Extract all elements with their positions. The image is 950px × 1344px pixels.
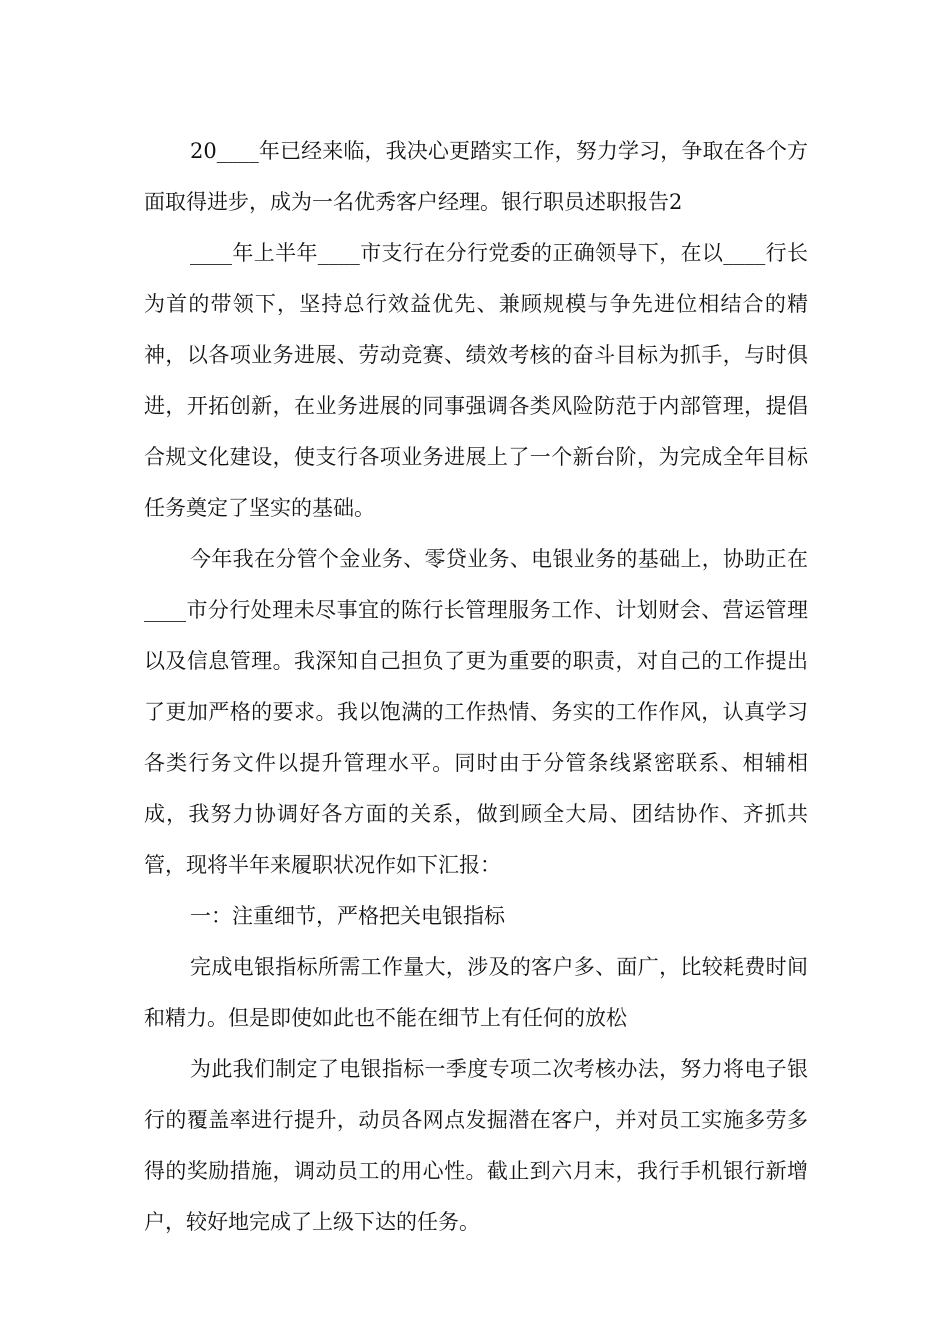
section-heading-1: 一：注重细节，严格把关电银指标 bbox=[190, 904, 505, 928]
paragraph-half-year-summary: ____年上半年____市支行在分行党委的正确领导下，在以____行长为首的带领下，坚持总行效益优先、兼顾规模与争先进位相结合的精神，以各项业务进展、劳动竞赛、绩效考核的奋斗目标为抓手，与时俱进，开拓创新，在业务进展的同事强调各类风险防范于内部管理，提倡合规文化建设，使支行各项业务进展上了一个新台阶，为完成全年目标任务奠定了坚实的基础。 bbox=[144, 241, 808, 520]
paragraph-intro: 20____年已经来临，我决心更踏实工作，努力学习，争取在各个方面取得进步，成为一名优秀客户经理。银行职员述职报告2 bbox=[144, 139, 808, 214]
paragraph-e-banking-workload: 完成电银指标所需工作量大，涉及的客户多、面广，比较耗费时间和精力。但是即使如此也不能在细节上有任何的放松 bbox=[144, 955, 808, 1030]
paragraph-e-banking-measures: 为此我们制定了电银指标一季度专项二次考核办法，努力将电子银行的覆盖率进行提升，动员各网点发掘潜在客户，并对员工实施多劳多得的奖励措施，调动员工的用心性。截止到六月末，我行手机银行新增户，较好地完成了上级下达的任务。 bbox=[144, 1057, 808, 1234]
paragraph-duties: 今年我在分管个金业务、零贷业务、电银业务的基础上，协助正在____市分行处理未尽事宜的陈行长管理服务工作、计划财会、营运管理以及信息管理。我深知自己担负了更为重要的职责，对自己的工作提出了更加严格的要求。我以饱满的工作热情、务实的工作作风，认真学习各类行务文件以提升管理水平。同时由于分管条线紧密联系、相辅相成，我努力协调好各方面的关系，做到顾全大局、团结协作、齐抓共管，现将半年来履职状况作如下汇报： bbox=[144, 547, 808, 877]
document-body bbox=[144, 126, 808, 1248]
